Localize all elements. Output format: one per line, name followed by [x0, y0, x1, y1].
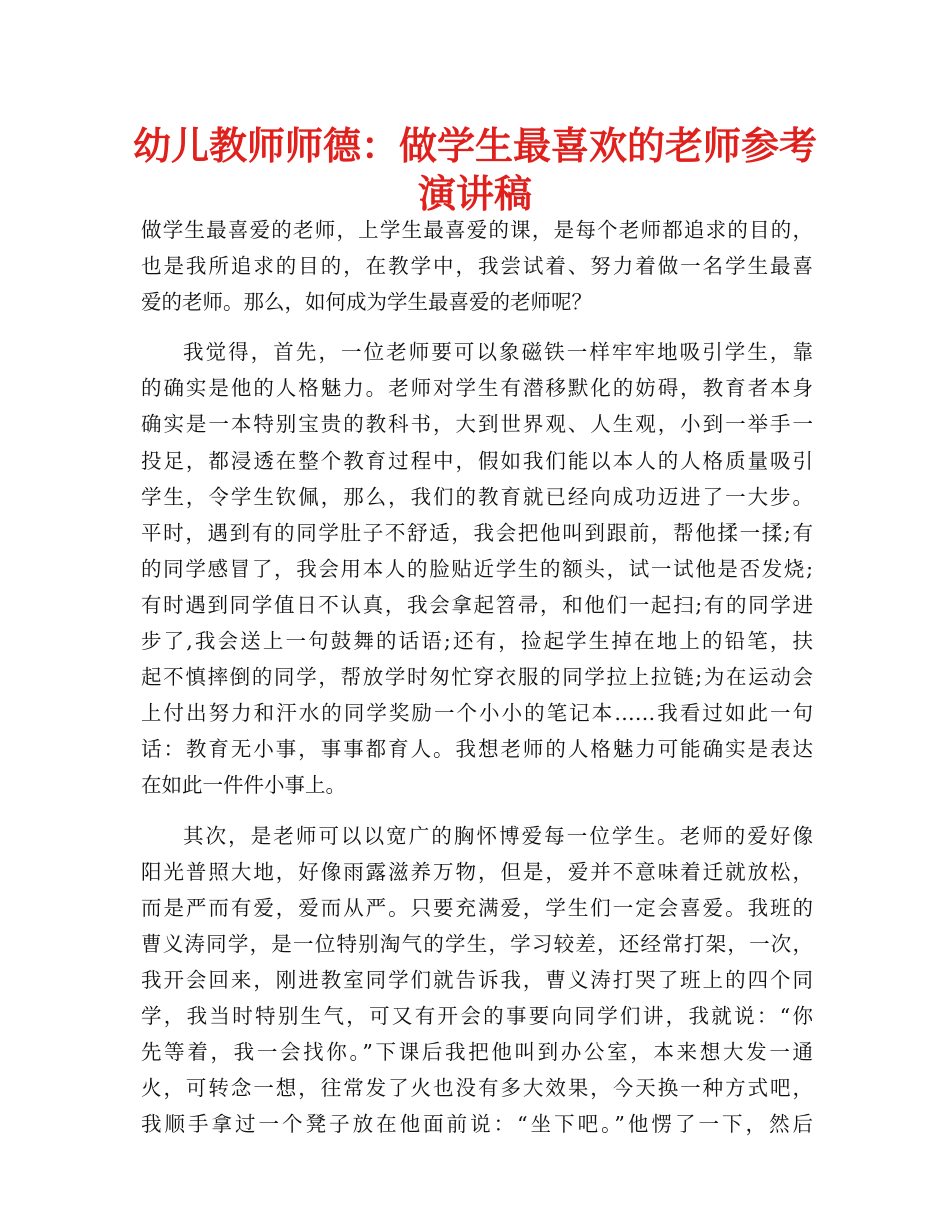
text-line: 我开会回来，刚进教室同学们就告诉我，曹义涛打哭了班上的四个同 [141, 967, 813, 992]
text-line: 平时，遇到有的同学肚子不舒适，我会把他叫到跟前，帮他揉一揉;有 [141, 520, 813, 545]
paragraph-spacer [141, 320, 813, 334]
text-line: 也是我所追求的目的，在教学中，我尝试着、努力着做一名学生最喜 [141, 254, 813, 279]
text-line: 起不慎摔倒的同学，帮放学时匆忙穿衣服的同学拉上拉链;为在运动会 [141, 665, 813, 690]
text-line: 曹义涛同学，是一位特别淘气的学生，学习较差，还经常打架，一次， [141, 931, 813, 956]
text-line: 有时遇到同学值日不认真，我会拿起笤帚，和他们一起扫;有的同学进 [141, 592, 813, 617]
document-title-line-1: 幼儿教师师德：做学生最喜欢的老师参考 [132, 124, 817, 168]
text-line: 在如此一件件小事上。 [141, 773, 346, 798]
text-line: 上付出努力和汗水的同学奖励一个小小的笔记本……我看过如此一句 [141, 701, 813, 726]
text-line: 学，我当时特别生气，可又有开会的事要向同学们讲，我就说：“你 [141, 1003, 813, 1028]
text-line: 我觉得，首先，一位老师要可以象磁铁一样牢牢地吸引学生，靠 [183, 340, 813, 365]
paragraph-spacer [141, 804, 813, 818]
text-line: 而是严而有爱，爱而从严。只要充满爱，学生们一定会喜爱。我班的 [141, 895, 813, 920]
text-line: 火，可转念一想，往常发了火也没有多大效果，今天换一种方式吧， [141, 1076, 813, 1101]
text-line: 阳光普照大地，好像雨露滋养万物，但是，爱并不意味着迁就放松， [141, 859, 813, 884]
text-line: 爱的老师。那么，如何成为学生最喜爱的老师呢？ [141, 290, 592, 315]
text-line: 的同学感冒了，我会用本人的脸贴近学生的额头，试一试他是否发烧; [141, 556, 813, 581]
text-line: 其次，是老师可以以宽广的胸怀博爱每一位学生。老师的爱好像 [183, 823, 813, 848]
document-title-line-2: 演讲稿 [417, 172, 532, 216]
text-line: 做学生最喜爱的老师，上学生最喜爱的课，是每个老师都追求的目的， [141, 218, 813, 242]
paragraph-2 [141, 334, 813, 803]
text-line: 确实是一本特别宝贵的教科书，大到世界观、人生观，小到一举手一 [141, 412, 813, 437]
text-line: 的确实是他的人格魅力。老师对学生有潜移默化的妨碍，教育者本身 [141, 376, 813, 401]
text-line: 话：教育无小事，事事都育人。我想老师的人格魅力可能确实是表达 [141, 737, 813, 762]
document-body [141, 212, 813, 1142]
text-line: 学生，令学生钦佩，那么，我们的教育就已经向成功迈进了一大步。 [141, 484, 813, 509]
paragraph-1 [141, 212, 813, 320]
paragraph-3 [141, 818, 813, 1143]
text-line: 先等着，我一会找你。”下课后我把他叫到办公室，本来想大发一通 [141, 1040, 813, 1065]
text-line: 我顺手拿过一个凳子放在他面前说：“坐下吧。”他愣了一下，然后 [141, 1112, 813, 1137]
text-line: 投足，都浸透在整个教育过程中，假如我们能以本人的人格质量吸引 [141, 448, 813, 473]
text-line: 步了,我会送上一句鼓舞的话语;还有，捡起学生掉在地上的铅笔，扶 [141, 629, 813, 654]
